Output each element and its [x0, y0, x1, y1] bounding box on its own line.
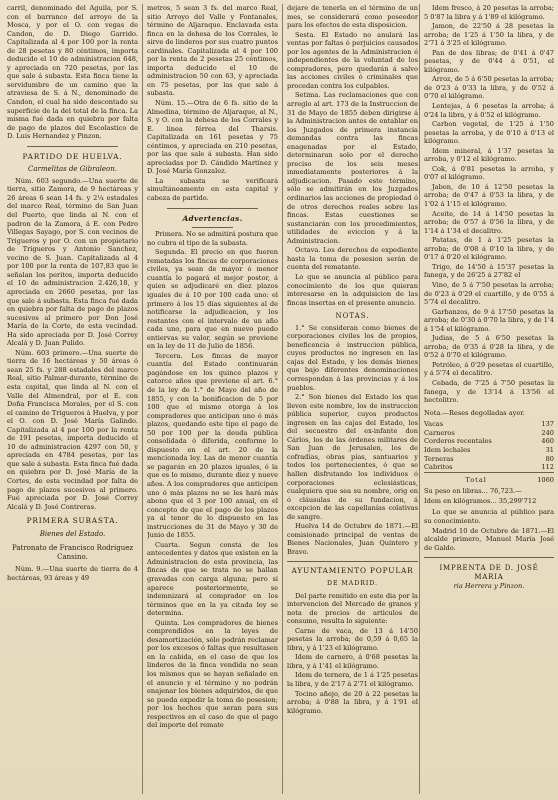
price-entry: Jamon, de 22'50 á 28 pesetas la arroba; de 1'25 á 1'50 la libra, y de 2'71 á 3'25 el kilógramo.: [424, 22, 554, 48]
price-entry: Patatas, de 1 á 1'25 pesetas la arroba; de 0'08 á 0'10 la libra, y de 0'17 á 0'20 el kilógramo.: [424, 236, 554, 262]
table-cell-label: Carneros: [424, 428, 455, 437]
section-subheading: DE MADRID.: [326, 580, 379, 587]
table-row: [424, 429, 554, 438]
table-cell-label: Terneras: [424, 454, 454, 463]
table-cell-label: Vacas: [424, 420, 444, 429]
table-total-row: [424, 472, 554, 484]
divider: [192, 227, 233, 228]
paragraph: metros, 5 sean 3 fs. del marco Real, sitio Arroyo del Valle y Fontanales, término de Aljaraque. Enclavada esta finca en la dehesa de los Corrales, le sirve de linderos por sus cuatro puntos cardinales. Capitalizada al 4 por 100 por la renta de 2 pesetas 25 céntimos, importa deducido el 10 de administracion 50 con 63, y apreciada en 75 pesetas, por las que sale á subasta.: [147, 4, 278, 98]
paragraph: Lo que se anuncia al público para conocimiento de los que quieran interesarse en la adquisicion de las fincas insertas en el presente anuncio.: [287, 272, 418, 307]
table-cell-label: Idem lechales: [424, 445, 471, 454]
column-rule: [419, 4, 420, 794]
paragraph: Núm. 603 primero.—Una suerte de tierra de 16 hectáreas y 50 áreas ó sean 25 fs. y 288 estadales del marco Real, sitio Palmar-durante, término de esta capital, que linda al N. con el Valle del Almendral, por el E. con Doña Francisca Morales, por el S. con el camino de Trigueros á Huelva, y por el O. con D. José María Galindo. Capitalizada al 4 por 100 por la renta de 191 pesetas, importa deducido el 10 de administracion 4297 con 50, y apreciada en 4784 pesetas, por las que sale á subasta. Esta finca fué dada en quiebra por D. José María de la Cortes, de esta vecindad por falta de pago de plazos sucesivos al primero. Fué apreciada por D. José Correy Alcalá y D. José Contreras.: [7, 348, 138, 511]
table-row: [424, 463, 554, 472]
table-cell-value: 240: [541, 428, 554, 437]
section-heading: PRIMERA SUBASTA.: [26, 516, 119, 526]
paragraph: Núm. 15.—Otra de 6 fs. sitio de la Almedina, término de Aljaraque, al N., S. y O. con la dehesa de los Corrales y E. linea férrea del Tharsis. Capitalizada en 161 pesetas y 75 céntimos, y apreciada en 210 pesetas, por las que sale á subasta. Han sido apreciadas por D. Cándido Martínez y D. José María Gonzalez.: [147, 99, 278, 176]
column-2: [147, 4, 278, 796]
column-rule: [282, 4, 283, 794]
column-3: [287, 4, 418, 796]
table-cell-label: Corderos recentales: [424, 437, 492, 446]
nota-heading: Nota.—Reses degolladas ayer.: [424, 408, 525, 417]
paragraph: dejare de tenerla en el término de un mes, se considerará como poseedor para los efectos de esta disposicion.: [287, 4, 418, 30]
paragraph: Segunda. El precio en que fueren rematadas los fincas de corporaciones civiles, ya sean de mayor ó menor cuantía lo pagará el mejor postor, á quien se adjudicaré en diez plazos iguales de á 10 por 100 cada uno: el primero á los 15 días siguientes al de notificarse la adjudicacion, y los restantes con el intervalo de un año cada uno, para que en nuevo puedo entiervas su valor, según se previene en la ley de 11 de Julio de 1856.: [147, 248, 278, 351]
date-signature: Madrid 10 de Octubre de 1871.—El alcalde primero, Manuel María José de Galdo.: [424, 526, 554, 552]
imprint-heading: IMPRENTA DE D. JOSÉ MARIA: [439, 564, 539, 581]
divider: [167, 208, 258, 209]
price-entry: Carbon vegetal, de 1'25 á 1'50 pesetas la arroba, y de 0'10 á 0'13 el kilógramo.: [424, 120, 554, 146]
table-cell-label: Cabritos: [424, 463, 453, 472]
section-subheading: Carmelitas de Gibraleon.: [28, 165, 117, 174]
price-entry: Trigo, de 14'50 á 15'37 pesetas la fanega, y de 26'25 á 27'82 el: [424, 262, 554, 280]
paragraph: Idem de ternera, de 1 á 1'25 pesetas la libra, y de 2'17 á 2'71 el kilógramo.: [287, 671, 418, 689]
slaughter-table: [424, 420, 554, 484]
price-entry: Lentejas, á 6 pesetas la arroba; á 0'24 la libra, y á 0'52 el kilógramo.: [424, 102, 554, 119]
paragraph: Núm. 9.—Una suerte de tierra de 4 hectáreas, 93 áreas y 49: [7, 565, 138, 582]
paragraph: Núm. 603 segundo.—Una suerte de tierra, sitio Zamora, de 9 hectáreas y 26 áreas 6 sean 14 fs. y 2¼ estadales del marco Real, término de San Juan del Puerto, que linda al N. con el padron de la Zamora, á E. con Pedro Villegas Sayago, por S. con vecinos de Trigueros y por O. con un propietario de Trigueros y Antonio Sanchez, vecino de S. Juan. Capitalizada al 4 por 100 por la renta de 107,83 que le señalan los peritos, importa deducido el 10 de administracion 2.426,18, y apreciada en 2660 pesetas, por las que sale á subasta. Esta finca fué dada en quiebra por falta de pago de plazos sucesivos al primero por Don José María de la Corte, de esta vecindad. Ha sido apreciada por D. José Correy Alcalá y D. Juan Pulido.: [7, 176, 138, 348]
price-entry: Cebada, de 7'25 á 7'50 pesetas la fanega, y de 13'14 á 13'56 el hectolitro.: [424, 378, 554, 405]
weight-line: Su peso en libras... 76,723.—: [424, 487, 522, 496]
price-entry: Petróleo, á 0'29 pesetas el cuartillo, y á 5'74 el decalitro.: [424, 360, 554, 378]
divider: [287, 561, 418, 562]
date-signature: Huelva 14 de Octubre de 1871.—El comisionado principal de ventas de Bienes Nacionales, Juan Quintero y Bravo.: [287, 522, 418, 556]
price-entry: Arroz, de 5 á 6'50 pesetas la arroba; de 0'23 á 0'33 la libra, y de 0'52 á 0'70 el kilógramo.: [424, 75, 554, 101]
paragraph: Octava. Los derechos de expediente hasta la toma de posesion serán de cuenta del rematante.: [287, 246, 418, 272]
column-1: [7, 4, 138, 796]
paragraph: La subasta se verificará simultáneamente en esta capital y cabeza de partido.: [147, 176, 278, 203]
price-entry: Jabon, de 10 á 12'50 pesetas la arroba; de 0'47 á 0'53 la libra, y de 1'02 á 1'15 el kilógramo.: [424, 182, 554, 209]
price-entry: Idem mineral, á 1'37 pesetas la arroba, y 0'12 el kilógramo.: [424, 146, 554, 164]
paragraph: Tercera. Los fincas de mayor cuantía del Estado continuarán pagándose en los quince plazos y catorce años que previene el art. 6.° de la ley de 1.° de Mayo del año de 1855, y con la bonificacion de 5 por 100 que el mismo otorga á los compradores que anticipan uno ó más plazos, quedando este tipo el pago de 50 por 100 por la deuda pública consolidada ó diferida, conforme lo dispuesto en el art. 20 de la mencionada ley. Las de menor cuantía se pagarán en 20 plazos iguales, ó la que es lo mismo, durante diez y nueve años. A los compradores que anticipen uno ó más plazos no se les hará más abono que el 3 por 100 anual, en el concepto de que el pago de los plazos ya al tenor de lo dispuesto en las instrucciones de 31 de Mayo y 30 de Junio de 1855.: [147, 351, 278, 540]
price-entry: Aceite, de 14 á 14'50 pesetas la arroba; de 0'57 á 0'56 la libra, y de 1'14 á 1'34 el decalitro.: [424, 209, 554, 235]
price-entry: Pan de dos libras; de 0'41 á 0'47 pesetas, y de 0'44 á 0'51, el kilógramo.: [424, 48, 554, 74]
price-entry: Cok, á 0'81 pesetas la arroba, y 0'07 el kilógramo.: [424, 164, 554, 182]
paragraph: Quinta. Los compradores de bienes comprendidos en la leyes de desamortización, sólo podrán reclamar por los excesos ó faltas que resultasen en la cabida, en el caso de que los linderos de la finca vendida no sean los mismos que se hayan señalado en el anuncio y el término y no podrán enajenar los bienes adquiridos, de que se pueda expedir la toma de posesion; por los hechos que seran para sus respectivos en el caso de que el pago del importe del remate: [147, 618, 278, 730]
divider: [424, 557, 554, 558]
section-heading: PARTIDO DE HUELVA.: [22, 151, 123, 161]
price-entry: Garbanzos, de 9 á 17'50 pesetas la arroba; de 0'30 á 0'70 la libra, y de 1'4 á 1'54 el kilógramo.: [424, 307, 554, 333]
patronato-heading: Patronato de Francisco Rodriguez Cansino.: [11, 544, 134, 561]
total-label: Total: [424, 472, 528, 484]
table-cell-value: 460: [541, 437, 554, 446]
paragraph: Cuarta. Segun consta de los antecedentes y datos que existen en la Administracion de esta provincia, las fincas de que se trata no se hallan gravadas con carga alguna; pero si aparece posteriormente, se indemnizará al comprador en los términos que en la ya citada ley se determina.: [147, 540, 278, 618]
table-row: [424, 446, 554, 455]
price-entry: Idem fresco, á 20 pesetas la arroba; 5 0'87 la libra y á 1'89 el kilógramo.: [424, 4, 554, 21]
divider: [27, 146, 118, 147]
paragraph: Tocino añejo, de 20 á 22 pesetas la arroba; á 0'88 la libra, y á 1'91 el kilógramo.: [287, 689, 418, 715]
paragraph: Del parte remitido en este dia por la intervencion del Mercado de granos y nota de precios de articulos de consumo, resulta lo siguiente:: [287, 591, 418, 626]
paragraph: 1.° Se consideran como bienes de corporaciones civiles los de propios, beneficencia é instruccion pública, cuyos productos no ingresen en las cajas del Estado, y los demás bienes que bajo diferentes denominaciones correspondan á las provincias y á los pueblos.: [287, 323, 418, 392]
table-row: [424, 437, 554, 446]
paragraph: Lo que se anuncia al público para su conocimiento.: [424, 508, 554, 525]
total-value: 1060: [528, 472, 554, 484]
section-heading: Advertencias.: [182, 213, 243, 223]
paragraph: Setima. Las reclamaciones que con arreglo al art. 173 de la Instruccion de 31 de Mayo de 1855 deben dirigirse á la Administracion antes de entablar en los Juzgados de primera instancia demandas contra las fincas enagenadas por el Estado, determinaran solo por el derecho preciso de los seis meses inmediatamente posteriores á la adjudicacion. Pasado este término, sólo se admitirán en los Juzgados ordinarios las acciones de propiedad ó de otros derechos reales sobre las fincas. Estas cuestiones se sustanciarán con los procedimientos, utilidades de eviccion y á la Administracion.: [287, 91, 418, 245]
section-heading: AYUNTAMIENTO POPULAR: [291, 566, 414, 576]
paragraph: Idem de carnero, á 0'68 pesetas la libra, y á 1'41 el kilógramo.: [287, 653, 418, 670]
table-cell-value: 112: [541, 463, 554, 472]
table-cell-value: 31: [545, 445, 554, 454]
section-subheading: Bienes del Estado.: [39, 529, 106, 538]
paragraph: carril, denominado del Aguila, por S. con el barranco del arroyo de la Mosca, y por el O. con vegas de Candon, de D. Diego Garrido. Capitalizada al 4 por 100 por la renta de 28 pesetas y 80 céntimos, importa deducido el 10 de administracion 648, y apreciada en 720 pesetas, por las que sale á subasta. Esta finca tiene la servidumbre de un camino que la atraviesa de S. á N., denominado de Candon, el cual ha sido descontado su superficie de la del total de la finca. La misma fué dada en quiebra por falta de pago de plazos del Escolastico de D. Luis Hernandez y Pinzon.: [7, 4, 138, 141]
table-row: [424, 455, 554, 464]
column-rule: [142, 4, 143, 794]
price-entry: Judias, de 5 á 6'50 pesetas la arroba; de 0'35 á 0'28 la libra, y de 0'52 á 0'70 el kilógramo.: [424, 334, 554, 360]
table-row: [424, 420, 554, 429]
table-cell-value: 137: [541, 420, 554, 429]
imprint-subline: ria Herrera y Pinzon.: [453, 582, 525, 591]
paragraph: Sesta. El Estado no anulará las ventas por faltas ó perjuicios causados por los agentes de la Administracion é independientes de la voluntad de los compradores, pero quedarán á salvo las acciones civiles ó criminales que procedan contra los culpables.: [287, 30, 418, 90]
section-heading: NOTAS.: [335, 312, 370, 321]
weight-line: Idem en kilógramos... 35,299'712: [424, 496, 537, 505]
paragraph: Carne de vaca, de 13 á 14'50 pesetas la arroba; de 0,59 á 0,65 la libra, y á 1'23 el kilógramo.: [287, 626, 418, 652]
paragraph: 2.° Son bienes del Estado los que lleven este nombre, los de instruccion pública superior, cuyos productos ingresen en las cajas del Estado, los del secuestro del ex-infante don Cárlos, los de las órdenes militares de San Juan de Jerusalen, los de cofradías, obras pías, santuarios y todos los pertenecientes, ó que se hallen disfrutando los individuos ó corporaciones eclesiásticas, cualquiera que sea su nombre, orig en ó cláusulas de su fundacion, á excepcion de las capellanías colativas de sangre.: [287, 393, 418, 521]
table-cell-value: 80: [545, 454, 554, 463]
column-4: [424, 4, 554, 796]
price-entry: Vino, de 5 á 7'50 pesetas la arroba; de 0'23 á 0'29 el cuartillo, y de 0'55 á 5'74 el decalitro.: [424, 280, 554, 307]
paragraph: Primera. No se admitirá postura que no cubra el tipo de la subasta.: [147, 230, 278, 247]
